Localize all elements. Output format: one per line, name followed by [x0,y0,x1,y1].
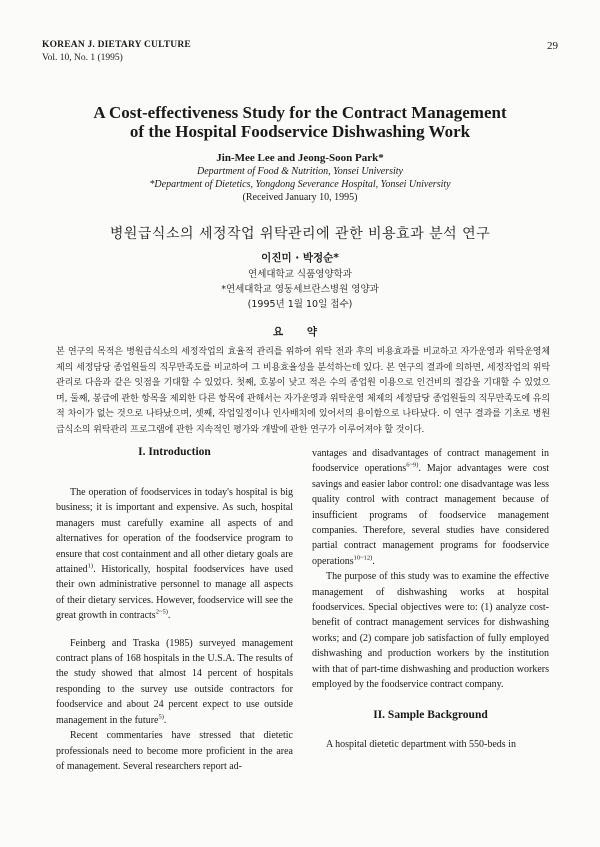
purpose-paragraph: The purpose of this study was to examine the effective management of dishwashing works at hospital foodservices. Special objectives were to: (1) analyze cost-benefit of contract management services for dishwashing works; and (2) compare job satisfaction of fully employed dishwashing and production workers by the institution with that of part-time dishwashing and production workers employed by the foodservice contract company. [312,571,549,691]
intro-paragraph-2: Feinberg and Traska (1985) surveyed management contract plans of 168 hospitals in the U.S.A. The results of the study showed that almost 14 percent of hospitals responding to the survey use outside contractors for foodservice and about 24 percent expect to use outside management in the future$^{5)}$. [56,637,293,726]
right-column [312,446,549,752]
affiliation-2: *Department of Dietetics, Yongdong Severance Hospital, Yonsei University [149,179,451,190]
intro-paragraph-3: Recent commentaries have stressed that dietetic professionals need to become more proficient in the area of management. Several researchers report ad- [56,730,293,772]
journal-volume: Vol. 10, No. 1 (1995) [42,53,123,63]
journal-name: KOREAN J. DIETARY CULTURE [42,40,191,50]
korean-title: 병원급식소의 세정작업 위탁관리에 관한 비용효과 분석 연구 [109,226,491,242]
paper-title-line-2: of the Hospital Foodservice Dishwashing Work [129,122,471,141]
affiliation-1: Department of Food & Nutrition, Yonsei University [196,166,403,177]
korean-authors: 이진미 · 박정순* [261,252,339,264]
abstract-heading: 요 약 [273,326,327,338]
sample-background-paragraph: A hospital dietetic department with 550-beds in [326,738,516,750]
section-heading-sample-background: II. Sample Background [373,708,488,721]
received-date: (Received January 10, 1995) [242,192,358,203]
paper-title-line-1: A Cost-effectiveness Study for the Contract Management [93,103,507,122]
intro-paragraph-1: The operation of foodservices in today's hospital is big business; it is important and expensive. As such, hospital managers must carefully examine all aspects of and alternatives for operation of the foodservice program to ensure that cost containment and all other dietary goals are attained$^{1)}$. Historically, hospital foodservices have used their own administrative personnel to manage all aspects of their dietary services. However, foodservice will see the great growth in contracts$^{2\sim 5)}$. [56,487,293,622]
korean-affiliation-2: *연세대학교 영동세브란스병원 영양과 [221,284,379,295]
abstract-text: 본 연구의 목적은 병원급식소의 세정작업의 효율적 관리를 위하여 위탁 전과 후의 비용효과를 비교하고 자가운영과 위탁운영체제의 세정담당 종업원들의 직무만족도를 비교하여 그 비용효율성을 분석하는데 있다. 본 연구의 결과에 의하면, 세정작업의 위탁관리로 다음과 같은 잇점을 기대할 수 있었다. 첫째, 호봉이 낮고 적은 수의 종업원 이용으로 인건비의 절감을 기대할 수 있었으며, 둘째, 봉급에 관한 항목을 제외한 다른 항목에 관해서는 자가운영과 위탁운영 체제의 세정담당 종업원들의 직무만족도에 유의적 차이가 없는 것으로 나타났으며, 셋째, 작업일정이나 인사배치에 있어서의 용이함으로 나타났다. 이 연구 결과를 기초로 병원급식소의 위탁관리 프로그램에 관한 지속적인 평가와 개발에 관한 연구가 이루어져야 할 것이다. [56,347,550,435]
korean-affiliation-1: 연세대학교 식품영양학과 [248,269,352,280]
section-heading-introduction: I. Introduction [138,446,211,458]
authors: Jin-Mee Lee and Jeong-Soon Park* [216,152,384,164]
intro-paragraph-continued: vantages and disadvantages of contract management in foodservice operations$^{6\sim 9)}$. Major advantages were cost savings and easier labor control: one disadvantage was less quality control with contract management because of insufficient programs of foodservice management companies. Therefore, several studies have considered partial contract management programs for foodservice operations$^{10\sim 12)}$. [312,448,549,567]
left-column [56,446,293,774]
page-number: 29 [547,40,558,52]
korean-received-date: (1995년 1월 10일 접수) [247,299,353,310]
